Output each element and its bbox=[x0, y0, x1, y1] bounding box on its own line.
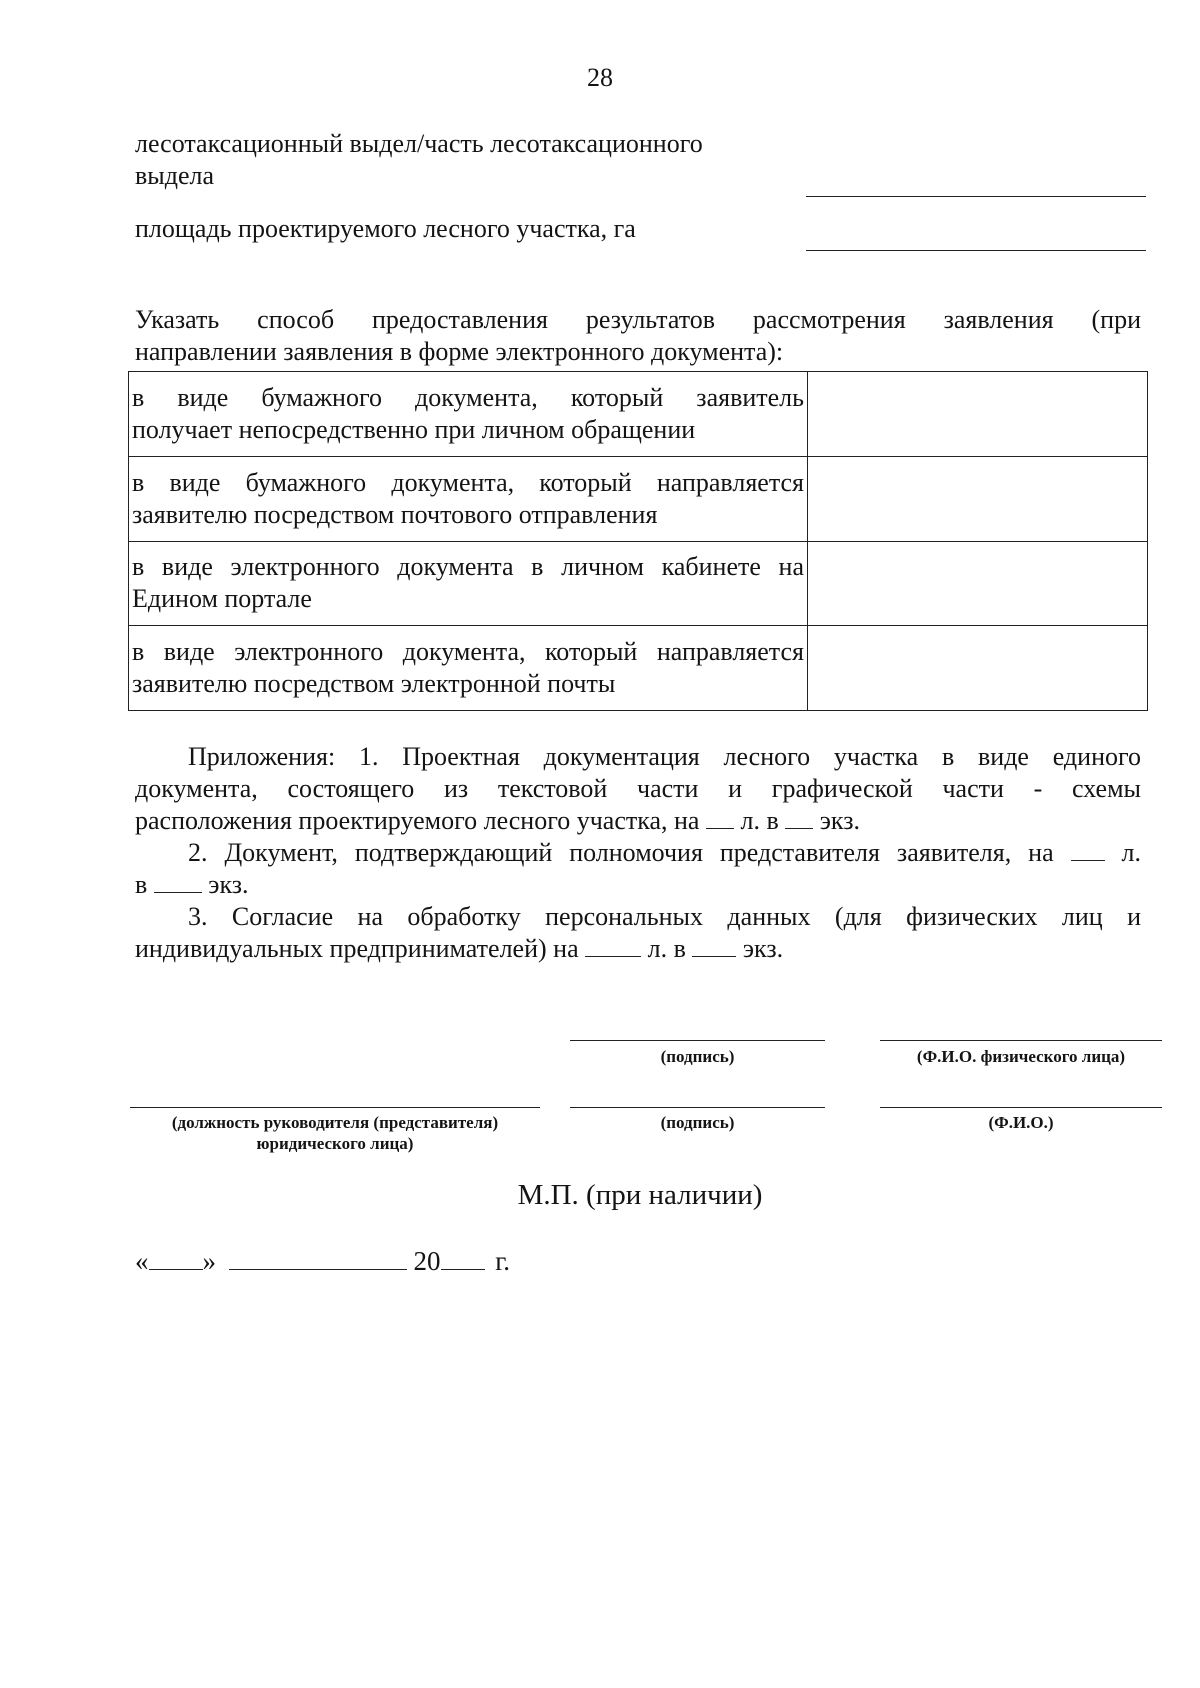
attachment-2-sheets-unit: л. bbox=[1121, 838, 1142, 867]
signature-caption-1: (подпись) bbox=[660, 1047, 735, 1066]
attachment-2-prefix: в bbox=[135, 870, 148, 899]
delivery-option-line1: в виде бумажного документа, который направляется bbox=[132, 467, 804, 497]
signature-line-2[interactable] bbox=[570, 1107, 825, 1108]
position-caption-line1: (должность руководителя (представителя) bbox=[171, 1113, 499, 1132]
delivery-option-line2: получает непосредственно при личном обращении bbox=[132, 414, 696, 444]
attachment-3-sheets-unit: л. в bbox=[647, 934, 686, 963]
individual-name-caption: (Ф.И.О. физического лица) bbox=[916, 1047, 1126, 1066]
attachment-3-line2 bbox=[135, 933, 1141, 965]
attachment-3-line1: 3. Согласие на обработку персональных данных (для физических лиц и bbox=[188, 902, 1141, 931]
attachment-1-sheets-unit: л. в bbox=[740, 806, 779, 835]
individual-name-line[interactable] bbox=[880, 1040, 1162, 1041]
attachment-1-copies-blank[interactable] bbox=[785, 806, 813, 829]
delivery-option-line1: в виде электронного документа в личном кабинете на bbox=[132, 552, 804, 582]
date-month-blank[interactable] bbox=[229, 1247, 407, 1270]
delivery-option-checkbox[interactable] bbox=[808, 626, 1148, 711]
attachment-2-copies-blank[interactable] bbox=[154, 870, 202, 893]
delivery-option-row bbox=[129, 372, 1148, 457]
area-label: площадь проектируемого лесного участка, га bbox=[135, 214, 636, 243]
position-caption bbox=[130, 1112, 540, 1154]
date-day-blank[interactable] bbox=[149, 1247, 203, 1270]
attachment-3-copies-unit: экз. bbox=[742, 934, 784, 963]
delivery-option-row bbox=[129, 626, 1148, 711]
delivery-option-line2: заявителю посредством почтового отправления bbox=[132, 499, 658, 529]
position-line[interactable] bbox=[130, 1107, 540, 1108]
name-caption: (Ф.И.О.) bbox=[988, 1113, 1054, 1132]
attachment-3-sheets-blank[interactable] bbox=[585, 934, 641, 957]
delivery-instruction-line1: Указать способ предоставления результатов рассмотрения заявления (при bbox=[135, 305, 1141, 334]
date-year-blank[interactable] bbox=[441, 1247, 485, 1270]
delivery-option-line1: в виде бумажного документа, который заявитель bbox=[132, 382, 804, 412]
attachment-2-text: 2. Документ, подтверждающий полномочия представителя заявителя, на bbox=[188, 838, 1054, 867]
position-caption-line2: юридического лица) bbox=[256, 1134, 414, 1153]
signature-caption-2: (подпись) bbox=[660, 1113, 735, 1132]
attachment-2-sheets-blank[interactable] bbox=[1071, 838, 1105, 861]
attachments-block bbox=[135, 741, 1141, 965]
forest-unit-label-line1: лесотаксационный выдел/часть лесотаксационного bbox=[135, 129, 703, 158]
attachment-2-line1 bbox=[135, 837, 1141, 869]
page-number: 28 bbox=[587, 63, 613, 92]
delivery-option-line1: в виде электронного документа, который направляется bbox=[132, 637, 804, 667]
delivery-options-table bbox=[128, 371, 1148, 711]
signature-line-1[interactable] bbox=[570, 1040, 825, 1041]
delivery-option-row bbox=[129, 456, 1148, 541]
attachment-1-text: расположения проектируемого лесного участка, на bbox=[135, 806, 700, 835]
delivery-option-checkbox[interactable] bbox=[808, 372, 1148, 457]
attachment-1-sheets-blank[interactable] bbox=[706, 806, 734, 829]
delivery-option-label bbox=[129, 541, 808, 626]
date-year-suffix: г. bbox=[495, 1246, 511, 1276]
attachment-3-text: индивидуальных предпринимателей) на bbox=[135, 934, 579, 963]
delivery-instruction-line2: направлении заявления в форме электронного документа): bbox=[135, 337, 784, 366]
delivery-option-line2: Едином портале bbox=[132, 584, 312, 614]
delivery-option-checkbox[interactable] bbox=[808, 541, 1148, 626]
forest-unit-input-line[interactable] bbox=[806, 196, 1146, 197]
attachment-2-copies-unit: экз. bbox=[208, 870, 249, 899]
delivery-option-checkbox[interactable] bbox=[808, 456, 1148, 541]
date-close-quote: » bbox=[202, 1246, 216, 1276]
area-input-line[interactable] bbox=[806, 250, 1146, 251]
attachment-1-line3 bbox=[135, 805, 1141, 837]
attachment-1-line2: документа, состоящего из текстовой части и графической части - схемы bbox=[135, 774, 1141, 803]
date-open-quote: « bbox=[135, 1246, 149, 1276]
stamp-note: М.П. (при наличии) bbox=[517, 1179, 763, 1211]
delivery-option-line2: заявителю посредством электронной почты bbox=[132, 669, 616, 699]
delivery-option-label bbox=[129, 626, 808, 711]
date-year-prefix: 20 bbox=[413, 1246, 441, 1276]
date-line bbox=[135, 1244, 510, 1278]
name-line[interactable] bbox=[880, 1107, 1162, 1108]
attachment-1-line1: Приложения: 1. Проектная документация лесного участка в виде единого bbox=[188, 742, 1141, 771]
forest-unit-label-line2: выдела bbox=[135, 161, 215, 190]
delivery-option-row bbox=[129, 541, 1148, 626]
attachment-1-copies-unit: экз. bbox=[819, 806, 860, 835]
forest-unit-label bbox=[135, 128, 703, 192]
delivery-option-label bbox=[129, 456, 808, 541]
delivery-instruction bbox=[135, 304, 1141, 368]
delivery-option-label bbox=[129, 372, 808, 457]
attachment-2-line2 bbox=[135, 869, 1141, 901]
attachment-3-copies-blank[interactable] bbox=[692, 934, 736, 957]
